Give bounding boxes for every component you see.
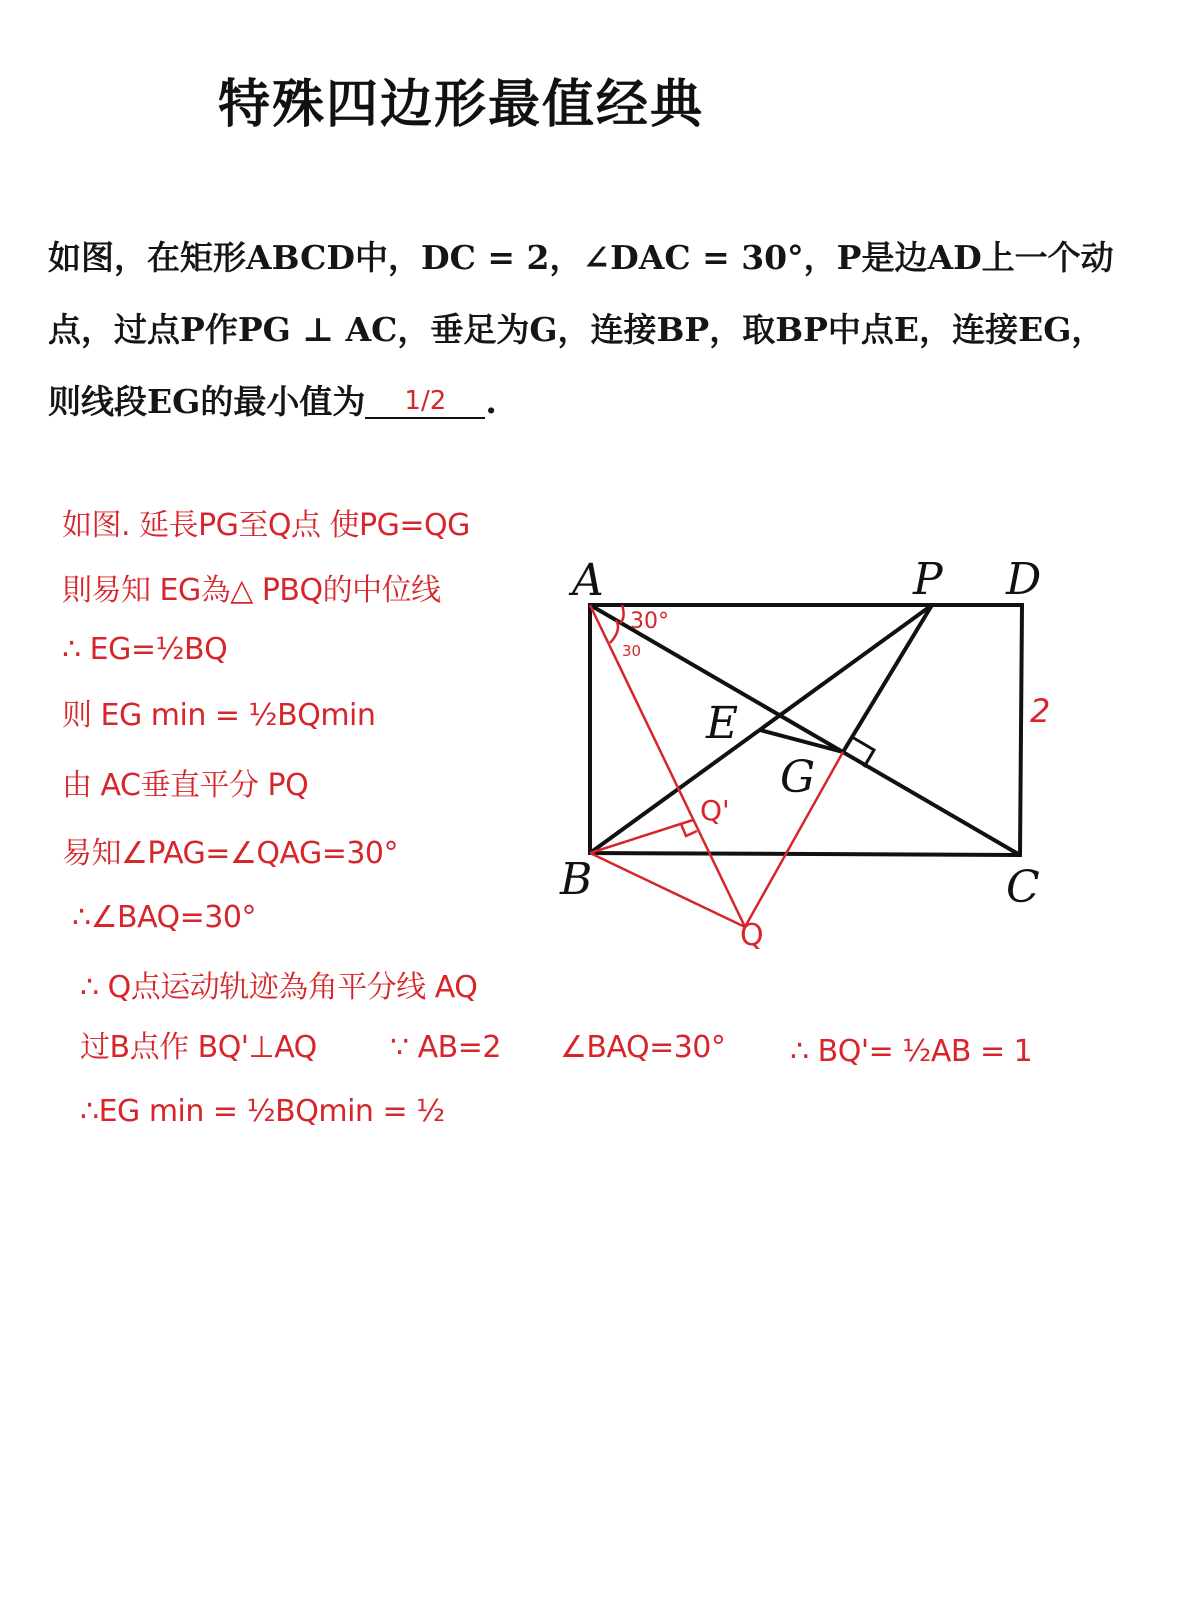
solution-step-12: ∴ BQ'= ½AB = 1: [790, 1034, 1033, 1069]
solution-step-13: ∴EG min = ½BQmin = ½: [80, 1094, 445, 1129]
solution-step-11: ∠BAQ=30°: [560, 1030, 726, 1065]
problem-line-3-suffix: .: [485, 382, 497, 421]
solution-step-10: ∵ AB=2: [390, 1030, 501, 1065]
problem-line-2: 点，过点P作PG ⊥ AC，垂足为G，连接BP，取BP中点E，连接EG，: [48, 310, 1105, 349]
segment-pg: [843, 605, 932, 752]
solution-step-4: 则 EG min = ½BQmin: [62, 698, 376, 733]
label-point-p: P: [913, 554, 943, 605]
label-angle-dac: 30°: [630, 609, 669, 634]
solution-step-7: ∴∠BAQ=30°: [72, 900, 256, 935]
solution-step-1: 如图. 延長PG至Q点 使PG=QG: [62, 508, 470, 543]
solution-step-3: ∴ EG=½BQ: [62, 632, 228, 667]
segment-bq: [590, 853, 745, 927]
solution-step-2: 則易知 EG為△ PBQ的中位线: [62, 573, 441, 608]
solution-step-8: ∴ Q点运动轨迹為角平分线 AQ: [80, 970, 478, 1005]
label-point-e: E: [706, 698, 739, 749]
answer-value: 1/2: [404, 386, 447, 416]
label-point-d: D: [1006, 554, 1042, 605]
problem-line-3-prefix: 则线段EG的最小值为: [48, 382, 366, 421]
label-point-q-prime: Q': [700, 794, 730, 827]
solution-step-5: 由 AC垂直平分 PQ: [62, 768, 309, 803]
solution-step-6: 易知∠PAG=∠QAG=30°: [62, 836, 399, 871]
label-side-dc: 2: [1030, 692, 1051, 730]
angle-arc-caq: [610, 620, 618, 643]
angle-arc-dac: [620, 605, 624, 623]
solution-step-9: 过B点作 BQ'⊥AQ: [80, 1030, 317, 1065]
page-title: 特殊四边形最值经典: [218, 74, 705, 135]
label-point-q: Q: [740, 918, 764, 953]
problem-line-1: 如图，在矩形ABCD中，DC = 2，∠DAC = 30°，P是边AD上一个动: [48, 238, 1114, 277]
right-angle-mark-q-prime: [681, 824, 697, 836]
segment-aq: [590, 605, 745, 927]
label-point-a: A: [572, 555, 604, 606]
label-point-c: C: [1006, 862, 1040, 913]
segment-eg: [760, 730, 843, 752]
segment-bq-prime: [590, 820, 693, 853]
label-angle-caq: 30: [622, 642, 642, 660]
label-point-g: G: [780, 752, 816, 803]
label-point-b: B: [560, 854, 593, 905]
